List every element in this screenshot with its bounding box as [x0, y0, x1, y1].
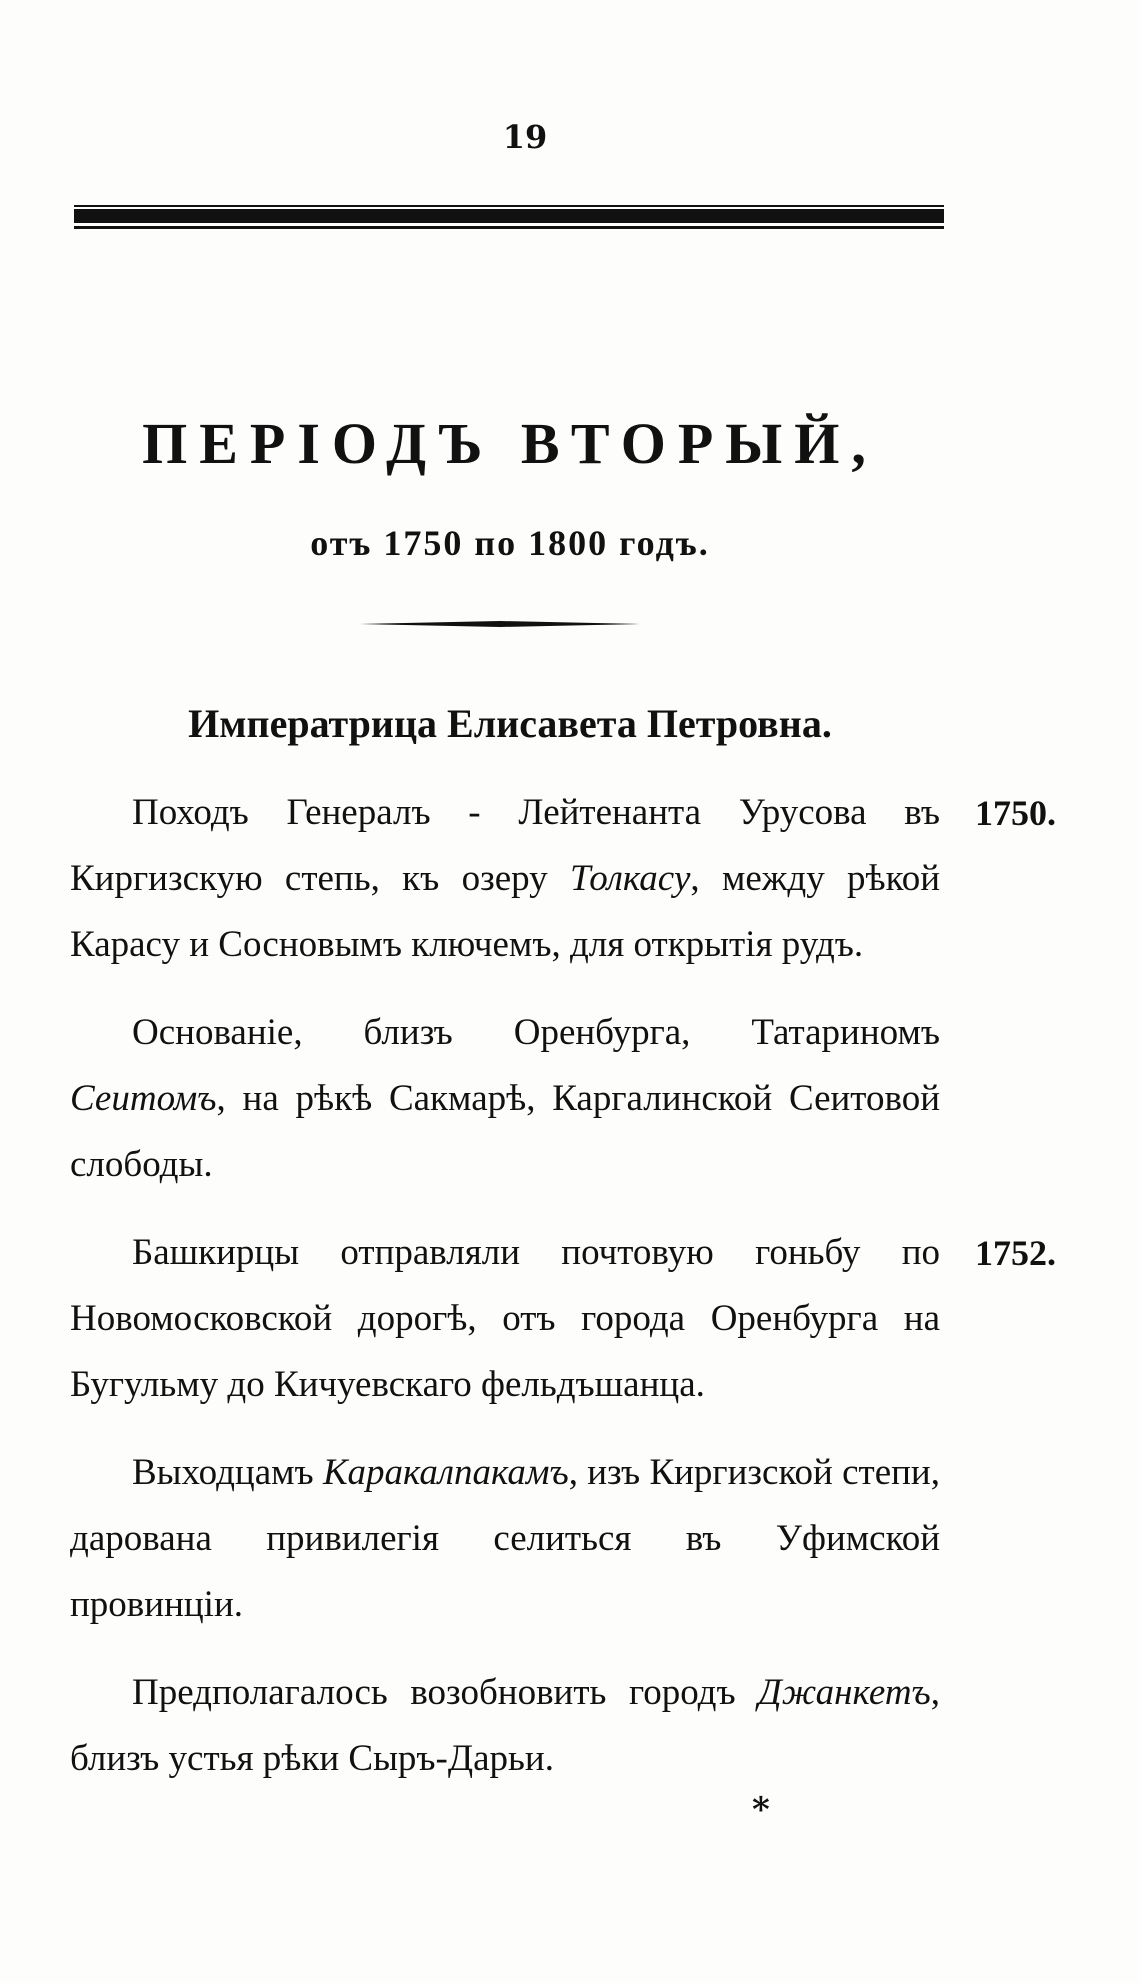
header-rule-thick [74, 209, 944, 223]
page-number: 19 [502, 118, 548, 156]
chronicle-entries [70, 780, 1056, 1814]
entry-text-segment: Башкирцы отправляли почтовую гоньбу по Новомосковской дорогѣ, отъ города Оренбурга на Бугульму до Кичуевскаго фельдъшанца. [70, 1232, 940, 1405]
entry-text [70, 1220, 940, 1418]
header-rule-thin [74, 226, 944, 229]
chronicle-entry [70, 1660, 950, 1792]
margin-year: 1750. [975, 793, 1056, 833]
period-range: отъ 1750 по 1800 годъ. [310, 523, 710, 563]
entry-italic-name: Каракалпакамъ [322, 1452, 569, 1493]
entry-text-segment: Предполагалось возобновить городъ [132, 1672, 759, 1713]
entry-italic-name: Джанкетъ [758, 1672, 931, 1713]
entry-text-segment: , между рѣкой Карасу и Сосновымъ ключемъ, для открытія рудъ. [70, 858, 941, 965]
entry-text [70, 1440, 940, 1638]
chronicle-entry [70, 1220, 1056, 1418]
entry-italic-name: Толкасу [569, 858, 691, 899]
section-heading: Императрица Елисавета Петровна. [188, 701, 832, 746]
entry-text-segment: Походъ Генералъ - Лейтенанта Урусова въ Киргизскую степь, къ озеру [70, 792, 940, 899]
entry-text-segment: , на рѣкѣ Сакмарѣ, Каргалинской Сеитовой слободы. [70, 1078, 940, 1185]
entry-text [70, 780, 940, 978]
footer-asterisk: * [752, 1790, 770, 1830]
margin-year: 1752. [975, 1233, 1056, 1273]
header-rule-hairline [74, 205, 944, 207]
header-rule [74, 205, 944, 231]
entry-text [70, 1000, 940, 1198]
entry-text-segment: , близъ устья рѣки Сыръ-Дарьи. [70, 1672, 940, 1779]
entry-text-segment: Основаніе, близъ Оренбурга, Татариномъ [132, 1012, 940, 1053]
entry-text [70, 1660, 940, 1792]
chronicle-entry [70, 1440, 950, 1638]
chronicle-entry [70, 780, 1056, 978]
ornamental-rule [360, 620, 640, 628]
chronicle-entry [70, 1000, 950, 1198]
period-title: ПЕРIОДЪ ВТОРЫЙ, [142, 411, 878, 476]
entry-italic-name: Сеитомъ [70, 1078, 217, 1119]
entry-text-segment: , изъ Киргизской степи, дарована привилегія селиться въ Уфимской провинціи. [70, 1452, 940, 1625]
entry-text-segment: Выходцамъ [132, 1452, 323, 1493]
